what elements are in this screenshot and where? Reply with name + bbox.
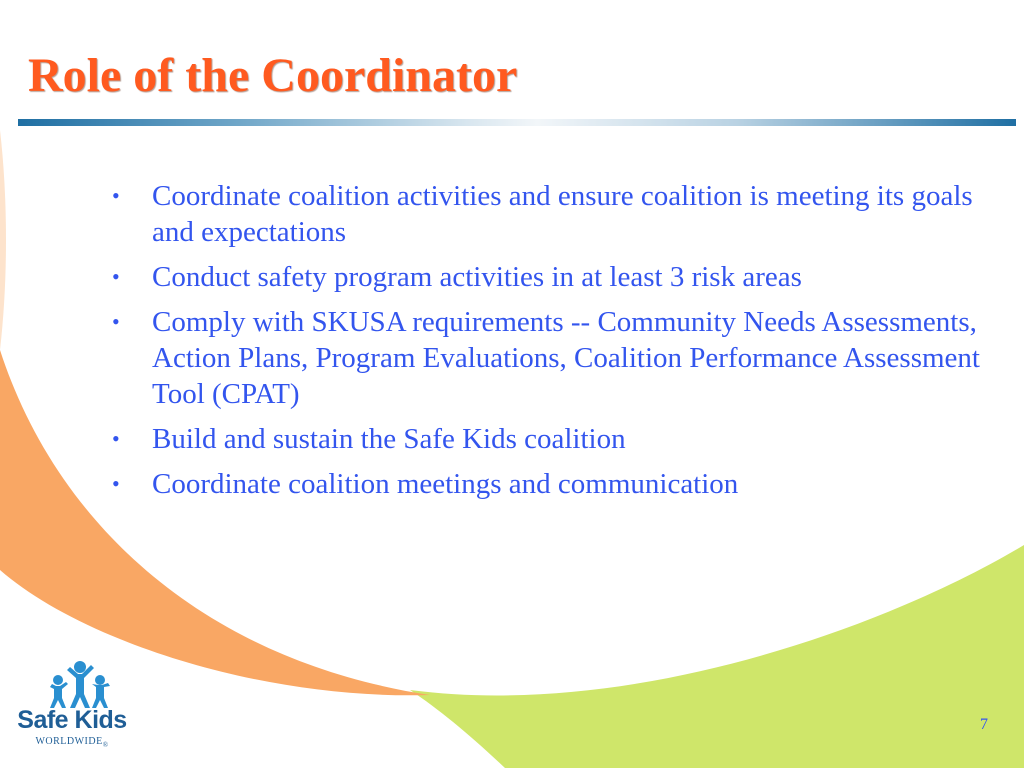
bullet-list — [112, 178, 992, 511]
bullet-text: Comply with SKUSA requirements -- Community Needs Assessments, Action Plans, Program Evaluations, Coalition Performance Assessment Tool (CPAT) — [152, 306, 980, 410]
slide-title: Role of the Coordinator — [28, 49, 518, 102]
bullet-icon: • — [112, 183, 120, 208]
orange-swoosh-fade — [0, 130, 6, 350]
bullet-item — [112, 304, 992, 412]
page-number: 7 — [980, 716, 988, 733]
registered-mark: ® — [102, 741, 109, 749]
logo-wordmark: Safe Kids — [17, 706, 127, 734]
bullet-item — [112, 421, 992, 457]
logo-subtitle-text: WORLDWIDE — [35, 736, 103, 747]
bullet-text: Build and sustain the Safe Kids coalition — [152, 423, 626, 455]
bullet-icon: • — [112, 471, 120, 496]
bullet-icon: • — [112, 264, 120, 289]
bullet-item — [112, 178, 992, 250]
bullet-text: Conduct safety program activities in at least 3 risk areas — [152, 261, 802, 293]
bullet-item — [112, 466, 992, 502]
title-divider — [18, 119, 1016, 126]
bullet-icon: • — [112, 426, 120, 451]
bullet-item — [112, 259, 992, 295]
logo-subtitle — [12, 736, 132, 749]
safe-kids-logo — [12, 660, 132, 752]
bullet-text: Coordinate coalition activities and ensure coalition is meeting its goals and expectations — [152, 180, 973, 248]
kids-figures-icon — [12, 660, 132, 710]
bullet-text: Coordinate coalition meetings and communication — [152, 468, 739, 500]
green-swoosh — [410, 545, 1024, 768]
bullet-icon: • — [112, 309, 120, 334]
